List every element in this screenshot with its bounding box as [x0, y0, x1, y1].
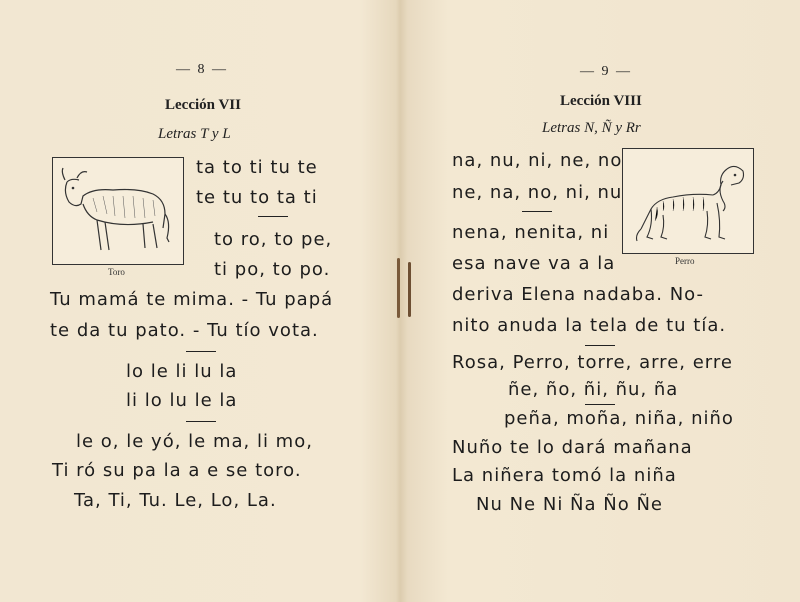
text-line: ta to ti tu te — [196, 157, 318, 178]
text-line: Nuño te lo dará mañana — [452, 437, 693, 458]
image-caption: Perro — [675, 256, 695, 266]
dog-illustration — [622, 148, 754, 254]
dog-icon — [623, 149, 753, 253]
page-number: — 9 — — [580, 64, 632, 79]
divider — [186, 421, 216, 422]
text-line: ti po, to po. — [214, 259, 331, 280]
text-line: nena, nenita, ni — [452, 222, 610, 243]
right-page — [400, 0, 800, 602]
divider — [522, 211, 552, 212]
text-line: Rosa, Perro, torre, arre, erre — [452, 352, 733, 373]
text-line: nito anuda la tela de tu tía. — [452, 315, 727, 336]
image-caption: Toro — [108, 267, 125, 277]
text-line: Ta, Ti, Tu. Le, Lo, La. — [74, 490, 277, 511]
text-line: te tu to ta ti — [196, 187, 318, 208]
letters-subtitle: Letras N, Ñ y Rr — [542, 120, 641, 136]
text-line: deriva Elena nadaba. No- — [452, 284, 705, 305]
text-line: na, nu, ni, ne, no — [452, 150, 623, 171]
text-line: ne, na, no, ni, nu — [452, 182, 623, 203]
divider — [186, 351, 216, 352]
lesson-title: Lección VII — [165, 97, 241, 113]
divider — [585, 404, 615, 405]
text-line: Tu mamá te mima. - Tu papá — [50, 289, 334, 310]
divider — [258, 216, 288, 217]
text-line: li lo lu le la — [126, 390, 238, 411]
text-line: Nu Ne Ni Ña Ño Ñe — [476, 494, 663, 515]
bull-illustration — [52, 157, 184, 265]
lesson-title: Lección VIII — [560, 93, 642, 109]
divider — [585, 345, 615, 346]
text-line: le o, le yó, le ma, li mo, — [76, 431, 313, 452]
text-line: peña, moña, niña, niño — [504, 408, 734, 429]
text-line: to ro, to pe, — [214, 229, 333, 250]
text-line: La niñera tomó la niña — [452, 465, 677, 486]
text-line: lo le li lu la — [126, 361, 238, 382]
text-line: Ti ró su pa la a e se toro. — [52, 460, 302, 481]
page-number: — 8 — — [176, 62, 228, 77]
text-line: ñe, ño, ñi, ñu, ña — [508, 379, 679, 400]
text-line: te da tu pato. - Tu tío vota. — [50, 320, 319, 341]
bull-icon — [53, 158, 183, 264]
letters-subtitle: Letras T y L — [158, 126, 231, 142]
text-line: esa nave va a la — [452, 253, 616, 274]
